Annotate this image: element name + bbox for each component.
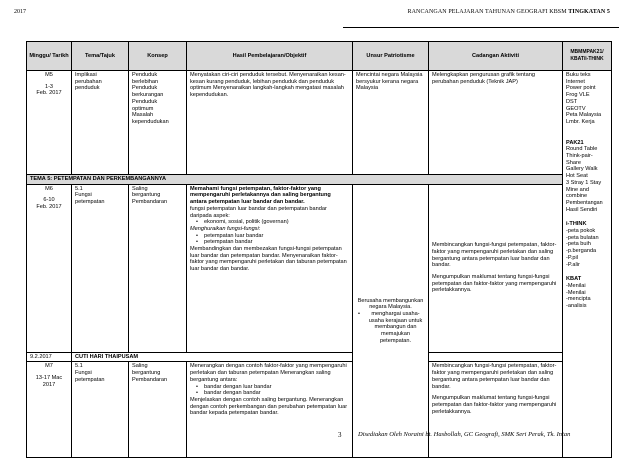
pak21-item: Think-pair-: [566, 153, 593, 160]
header-patriotism: Unsur Patriotisme: [353, 42, 429, 71]
row3-theme: [72, 362, 129, 458]
row3-concept-line: Pembandaran: [132, 376, 168, 383]
kbat-title: KBAT: [566, 276, 582, 283]
list-item: • menghargai usaha-usaha kerajaan untuk membangun dan memajukan petempatan.: [366, 311, 425, 345]
holiday-date: 9.2.2017: [27, 352, 72, 362]
theme-band-row: [27, 175, 612, 185]
row2-theme: [72, 184, 129, 352]
theme-band: TEMA 5: PETEMPATAN DAN PERKEMBANGANNYA: [27, 175, 563, 185]
row2-objective-text: Membandingkan dan membezakan fungsi-fungsi petempatan luar bandar dan petempatan bandar. Menyenaraikan faktor-faktor yang mempengaruhi perletakan dan taburan petempatan luar bandar dan bandar.: [190, 246, 347, 273]
row3-week-date: 2017: [42, 381, 56, 388]
kbat-item: -mencipta: [566, 296, 591, 303]
row2-week-range: 6-10: [43, 197, 55, 204]
row2-concept: [129, 184, 187, 352]
row3-theme-line: 5.1: [75, 363, 83, 370]
list-item: • ekonomi, sosial, politik (governan): [204, 219, 349, 226]
row2-objective: [187, 184, 353, 352]
holiday-label: CUTI HARI THAIPUSAM: [72, 352, 353, 362]
row1-week: [27, 71, 72, 175]
resource-item: Lmbr. Kerja: [566, 118, 595, 125]
row3-activity-text: Mengumpulkan maklumat tentang fungsi-fungsi petempatan dan faktor-faktor yang mempengaruhi perletakkannya.: [432, 395, 557, 415]
row3-objective-text: Menerangkan dengan contoh faktor-faktor yang mempengaruhi perletakan dan taburan petempatan Menerangkan saling bergantung antara:: [190, 363, 347, 383]
pak21-item: combine: [566, 193, 588, 200]
row2-theme-line: petempatan: [75, 199, 105, 206]
row1-concept-line: kependudukan: [132, 118, 169, 125]
row2-theme-line: 5.1: [75, 185, 83, 192]
row2-objective-text: Menghuraikan fungsi-fungsi:: [190, 225, 261, 232]
row1-concept-line: Penduduk: [132, 72, 158, 78]
table-header-row: [27, 42, 612, 71]
pak21-item: Round Table: [566, 146, 598, 153]
lesson-plan-table: [26, 41, 612, 458]
row2-objective-text: fungsi petempatan luar bandar dan petempatan bandar daripada aspek:: [190, 205, 327, 219]
pak21-title: PAK21: [566, 139, 584, 146]
header-concept: Konsep: [129, 42, 187, 71]
pak21-item: Hasil Sendiri: [566, 206, 598, 213]
row1-concept-line: berlebihan: [132, 78, 159, 85]
resource-item: Internet: [566, 78, 585, 85]
ithink-item: -P.alir: [566, 261, 580, 268]
row2-concept-line: bergantung: [132, 192, 161, 199]
row2-theme-line: Fungsi: [75, 192, 92, 199]
pak21-item: Mine and: [566, 186, 590, 193]
row2-activity-text: Mengumpulkan maklumat tentang fungsi-fungsi petempatan dan faktor-faktor yang mempengaruhi perletakkannya.: [432, 274, 557, 294]
row1-concept: [129, 71, 187, 175]
row3-concept-line: bergantung: [132, 370, 161, 377]
row3-concept: [129, 362, 187, 458]
row1-patriotism: Mencintai negara Malaysia bersyukur kerana negara Malaysia: [353, 71, 429, 175]
table-row: [27, 71, 612, 175]
resources-cell: [563, 71, 612, 458]
resource-item: Peta Malaysia: [566, 112, 602, 119]
row1-week-date: Feb. 2017: [36, 90, 62, 97]
row1-theme-line: penduduk: [75, 85, 100, 92]
header-objective: Hasil Pembelajaran/Objektif: [187, 42, 353, 71]
header-year: 2017: [14, 9, 26, 15]
resource-item: GEOTV: [566, 105, 586, 112]
row2-objective-list: [190, 233, 349, 246]
row2-objective-list: [190, 219, 349, 226]
header-activity: Cadangan Aktiviti: [429, 42, 563, 71]
page-number: 3: [338, 431, 342, 439]
table-row: [27, 184, 612, 352]
row2-week-date: Feb. 2017: [36, 204, 62, 211]
row3-theme-line: Fungsi: [75, 370, 92, 377]
ithink-item: -peta buih: [566, 241, 591, 248]
resource-item: Buku teks: [566, 72, 591, 78]
row2-concept-line: Saling: [132, 185, 148, 192]
row1-theme-line: perubahan: [75, 78, 102, 85]
row1-concept-line: Masalah: [132, 112, 154, 119]
patriotism-text: Berusaha membangunkan negara Malaysia.: [357, 297, 424, 311]
row3-activity-text: Membincangkan fungsi-fungsi petempatan, faktor-faktor yang mempengaruhi perletakan dan saling bergantung antara petempatan luar bandar dan bandar.: [432, 363, 557, 390]
ithink-title: i-THINK: [566, 221, 587, 228]
row1-concept-line: Penduduk: [132, 85, 158, 92]
resource-item: DST: [566, 98, 578, 105]
header-title-form: TINGKATAN 5: [568, 9, 610, 15]
holiday-row: [27, 352, 612, 362]
header-resources: MBMMPAK21/ KBAT/i-THINK: [563, 42, 612, 71]
row3-theme-line: petempatan: [75, 376, 105, 383]
kbat-item: -analisis: [566, 303, 587, 310]
ithink-item: -peta bulatan: [566, 234, 599, 241]
ithink-item: -p.berganda: [566, 248, 597, 255]
row1-concept-line: Penduduk: [132, 98, 158, 105]
row2-objective-heading: Memahami fungsi petempatan, faktor-faktor yang mempengaruhi perletakannya dan saling bergantung antara petempatan luar bandar dan bandar.: [190, 185, 331, 206]
row1-activity: Melengkapkan pengurusan grafik tentang perubahan penduduk (Teknik JAP): [429, 71, 563, 175]
header-week: Minggu/ Tarikh: [27, 42, 72, 71]
row2-week: [27, 184, 72, 352]
row3-activity: [429, 362, 563, 458]
row2-activity-text: Membincangkan fungsi-fungsi petempatan, faktor-faktor yang mempengaruhi perletakan dan saling bergantung antara petempatan luar bandar dan bandar.: [432, 242, 557, 269]
list-item: • petempatan luar bandar: [204, 233, 349, 240]
row1-concept-line: berkurangan: [132, 92, 164, 99]
row3-objective: [187, 362, 353, 458]
header-rule: [343, 27, 619, 28]
resource-item: Frog VLE: [566, 92, 590, 99]
row3-objective-text: Menjelaskan dengan contoh saling bergantung. Menerangkan dengan contoh perkembangan dan perubahan petempatan luar bandar kepada petempatan bandar.: [190, 396, 348, 417]
row1-week-range: 1-3: [44, 83, 54, 90]
ithink-item: -peta pokok: [566, 228, 596, 235]
row3-concept-line: Saling: [132, 363, 148, 370]
ithink-item: -P.pil: [566, 254, 579, 261]
pak21-item: 3 Stray 1 Stay: [566, 179, 602, 186]
row3-objective-list: [190, 384, 349, 397]
row3-week-label: M7: [45, 363, 53, 370]
footer-credit: Disediakan Oleh Noraini bt. Hasbollah, GC Geografi, SMK Seri Perak, Tk. Intan: [358, 431, 571, 438]
pak21-item: Hot Seat: [566, 173, 588, 180]
row1-theme: [72, 71, 129, 175]
list-item: • petempatan bandar: [204, 239, 349, 246]
patriotism-cell: [353, 184, 429, 458]
header-title-prefix: RANCANGAN PELAJARAN TAHUNAN GEOGRAFI KBSM: [407, 9, 567, 15]
resource-item: Power point: [566, 85, 596, 92]
kbat-item: -Menilai: [566, 282, 586, 289]
pak21-item: Gallery Walk: [566, 166, 598, 173]
row2-activity: [429, 184, 563, 352]
row1-week-label: M5: [45, 72, 53, 78]
table-row: [27, 362, 612, 458]
row2-week-label: M6: [45, 185, 53, 192]
header-theme: Tema/Tajuk: [72, 42, 129, 71]
holiday-activity: [429, 352, 563, 362]
list-item: • bandar dengan bandar: [204, 390, 349, 397]
pak21-item: Share: [566, 159, 581, 166]
row2-concept-line: Pembandaran: [132, 199, 168, 206]
row1-concept-line: optimum: [132, 105, 154, 112]
pak21-item: Pembentangan: [566, 199, 603, 206]
kbat-item: -Menilai: [566, 289, 586, 296]
row3-week-range: 13-17 Mac: [35, 375, 63, 382]
row3-week: [27, 362, 72, 458]
list-item: • bandar dengan luar bandar: [204, 384, 349, 391]
row1-objective: Menyatakan ciri-ciri penduduk tersebut. Menyenaraikan kesan-kesan kurang penduduk, lebihan penduduk dan penduduk optimum Menyenaraikan langkah-langkah mengatasi masalah kependudukan.: [187, 71, 353, 175]
patriotism-list: [356, 311, 425, 345]
header-title: [407, 9, 610, 15]
row1-theme-line: Implikasi: [75, 72, 97, 78]
